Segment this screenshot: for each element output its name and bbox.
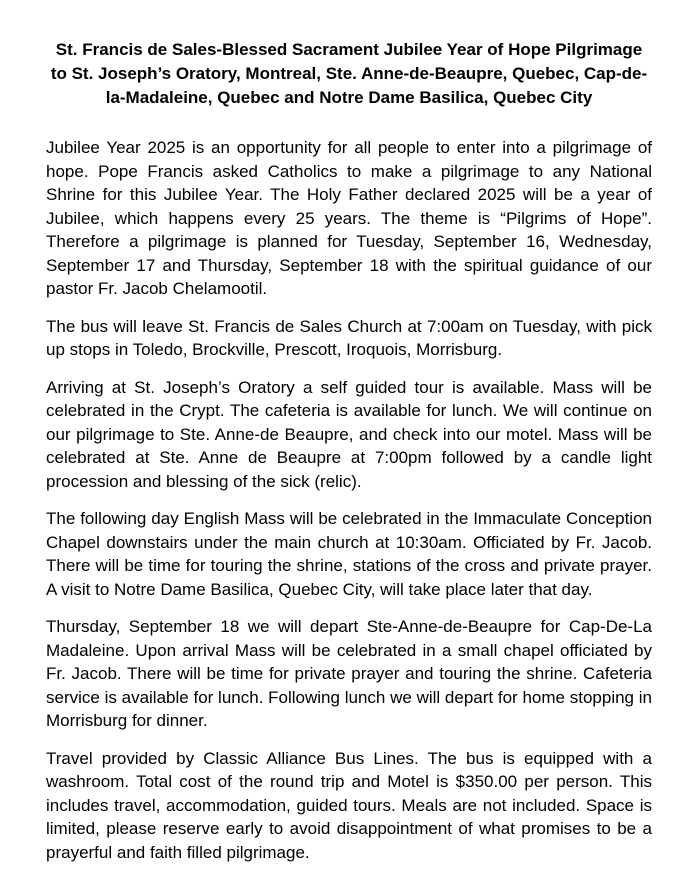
paragraph-travel-cost: Travel provided by Classic Alliance Bus Lines. The bus is equipped with a washroom. Total cost of the round trip and Motel is $350.00 per person. This includes travel, accommodation, guided tours. Meals are not included. Space is limited, please reserve early to avoid disappointment of what promises to be a prayerful and faith filled pilgrimage. [46,748,652,862]
paragraph-bus-departure: The bus will leave St. Francis de Sales Church at 7:00am on Tuesday, with pick up stops in Toledo, Brockville, Prescott, Iroquois, Morrisburg. [46,316,652,359]
paragraph-third-day: Thursday, September 18 we will depart Ste-Anne-de-Beaupre for Cap-De-La Madaleine. Upon arrival Mass will be celebrated in a small chapel officiated by Fr. Jacob. There will be time for private prayer and touring the shrine. Cafeteria service is available for lunch. Following lunch we will depart for home stopping in Morrisburg for dinner. [46,617,652,730]
document-page [46,38,652,864]
paragraph-st-josephs-oratory: Arriving at St. Joseph’s Oratory a self guided tour is available. Mass will be celebrated in the Crypt. The cafeteria is available for lunch. We will continue on our pilgrimage to Ste. Anne-de Beaupre, and check into our motel. Mass will be celebrated at Ste. Anne de Beaupre at 7:00pm followed by a candle light procession and blessing of the sick (relic). [46,377,652,491]
document-title: St. Francis de Sales-Blessed Sacrament Jubilee Year of Hope Pilgrimage to St. Joseph’s Oratory, Montreal, Ste. Anne-de-Beaupre, Quebec, Cap-de-la-Madaleine, Quebec and Notre Dame Basilica, Quebec City [50,40,648,107]
paragraph-jubilee-intro: Jubilee Year 2025 is an opportunity for all people to enter into a pilgrimage of hope. Pope Francis asked Catholics to make a pilgrimage to any National Shrine for this Jubilee Year. The Holy Father declared 2025 will be a year of Jubilee, which happens every 25 years. The theme is “Pilgrims of Hope”. Therefore a pilgrimage is planned for Tuesday, September 16, Wednesday, September 17 and Thursday, September 18 with the spiritual guidance of our pastor Fr. Jacob Chelamootil. [46,138,652,298]
paragraph-second-day: The following day English Mass will be celebrated in the Immaculate Conception Chapel downstairs under the main church at 10:30am. Officiated by Fr. Jacob. There will be time for touring the shrine, stations of the cross and private prayer. A visit to Notre Dame Basilica, Quebec City, will take place later that day. [46,509,652,599]
